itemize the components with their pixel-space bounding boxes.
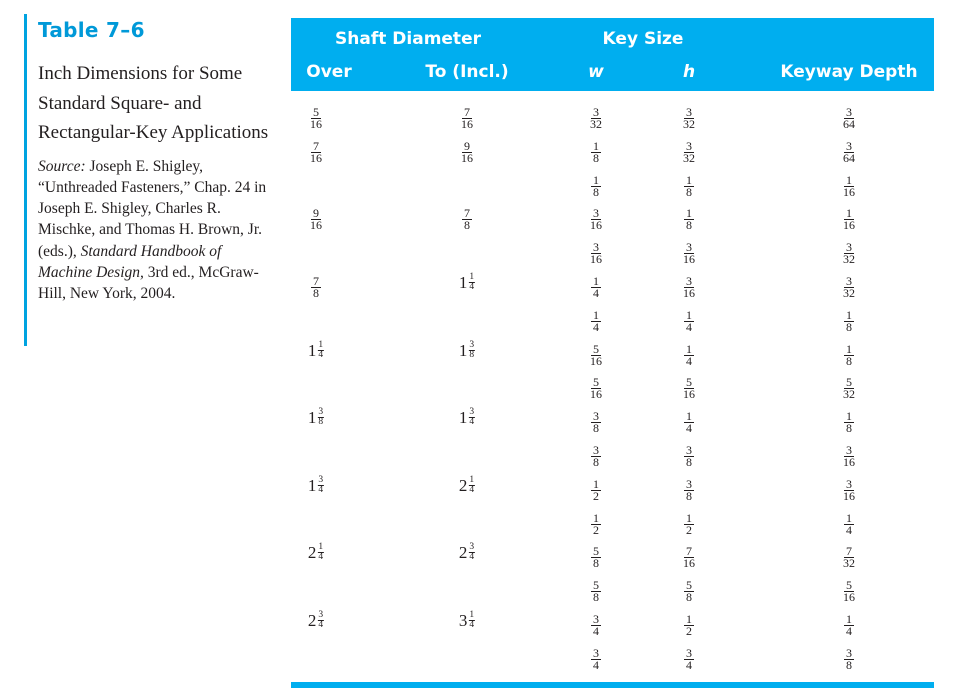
cell-key-w: $\frac{3}{16}$ [590, 206, 602, 233]
cell-key-w: $\frac{3}{4}$ [593, 612, 599, 638]
cell-keyway-depth: $\frac{1}{8}$ [846, 409, 852, 436]
header-h: h [682, 62, 696, 82]
source-author: Joseph E. Shigley, “Unthreaded Fasteners,” Chap. 24 in Joseph E. Shigley, Charles R. Mischke, and Thomas H. Brown, Jr. (eds.), [38, 157, 267, 260]
cell-key-h: $\frac{7}{16}$ [683, 544, 695, 571]
cell-keyway-depth: $\frac{3}{16}$ [843, 443, 855, 469]
cell-key-h: $\frac{1}{4}$ [686, 307, 692, 334]
cell-to-incl: 3 $\frac{1}{4}$ [458, 610, 475, 630]
cell-key-h: $\frac{3}{16}$ [683, 274, 695, 300]
cell-key-w: $\frac{3}{32}$ [590, 105, 602, 131]
header-key-size: Key Size [602, 29, 684, 49]
cell-over: $\frac{7}{8}$ [313, 274, 319, 300]
cell-key-w: $\frac{1}{8}$ [593, 172, 599, 199]
cell-keyway-depth: $\frac{7}{32}$ [843, 544, 855, 571]
cell-keyway-depth: $\frac{1}{8}$ [846, 307, 852, 334]
cell-over: 2 $\frac{3}{4}$ [307, 610, 324, 630]
cell-over: 1 $\frac{3}{8}$ [307, 407, 324, 428]
cell-key-h: $\frac{1}{8}$ [686, 206, 692, 233]
table-label: Table 7–6 [38, 18, 145, 42]
cell-key-w: $\frac{5}{16}$ [590, 341, 602, 368]
cell-to-incl: $\frac{7}{16}$ [461, 105, 473, 131]
cell-keyway-depth: $\frac{5}{16}$ [843, 578, 855, 605]
cell-key-w: $\frac{1}{2}$ [593, 510, 599, 537]
header-w: w [588, 62, 604, 82]
table-header [291, 18, 934, 91]
cell-keyway-depth: $\frac{1}{4}$ [846, 510, 852, 537]
cell-to-incl: 2 $\frac{1}{4}$ [458, 474, 475, 495]
cell-key-h: $\frac{1}{8}$ [686, 172, 692, 199]
cell-over: 1 $\frac{1}{4}$ [307, 339, 324, 360]
cell-key-h: $\frac{3}{16}$ [683, 240, 695, 267]
cell-keyway-depth: $\frac{3}{64}$ [843, 138, 855, 165]
table-body [291, 91, 934, 680]
cell-key-w: $\frac{3}{8}$ [593, 409, 599, 436]
cell-keyway-depth: $\frac{3}{8}$ [846, 645, 852, 672]
cell-to-incl: $\frac{7}{8}$ [464, 206, 470, 233]
cell-keyway-depth: $\frac{1}{4}$ [846, 612, 852, 638]
cell-key-h: $\frac{3}{8}$ [686, 443, 692, 469]
cell-key-h: $\frac{5}{8}$ [686, 578, 692, 605]
source-rest: 3rd ed., McGraw-Hill, New York, 2004. [38, 263, 259, 303]
cell-keyway-depth: $\frac{1}{8}$ [846, 341, 852, 368]
cell-to-incl: 1 $\frac{3}{8}$ [458, 339, 475, 360]
cell-keyway-depth: $\frac{3}{32}$ [843, 240, 855, 267]
cell-keyway-depth: $\frac{3}{16}$ [843, 476, 855, 503]
cell-key-w: $\frac{1}{8}$ [593, 138, 599, 165]
table-caption [24, 14, 274, 346]
cell-over: $\frac{9}{16}$ [310, 206, 322, 233]
cell-over: $\frac{7}{16}$ [310, 138, 322, 165]
cell-key-h: $\frac{1}{4}$ [686, 341, 692, 368]
cell-key-w: $\frac{5}{16}$ [590, 375, 602, 402]
cell-key-h: $\frac{1}{4}$ [686, 409, 692, 436]
table-source [38, 156, 274, 305]
cell-keyway-depth: $\frac{3}{32}$ [843, 274, 855, 300]
cell-key-w: $\frac{3}{4}$ [593, 645, 599, 672]
cell-over: $\frac{5}{16}$ [310, 105, 322, 131]
cell-key-h: $\frac{1}{2}$ [686, 612, 692, 638]
cell-key-h: $\frac{1}{2}$ [686, 510, 692, 537]
header-shaft-diameter: Shaft Diameter [335, 29, 481, 49]
cell-keyway-depth: $\frac{1}{16}$ [843, 172, 855, 199]
cell-to-incl: 1 $\frac{3}{4}$ [458, 407, 475, 428]
key-dimensions-table [291, 18, 934, 688]
cell-keyway-depth: $\frac{3}{64}$ [843, 105, 855, 131]
cell-to-incl: 1 $\frac{1}{4}$ [458, 272, 475, 292]
cell-key-w: $\frac{5}{8}$ [593, 578, 599, 605]
cell-key-w: $\frac{1}{4}$ [593, 274, 599, 300]
cell-over: 1 $\frac{3}{4}$ [307, 474, 324, 495]
cell-to-incl: $\frac{9}{16}$ [461, 138, 473, 165]
source-book: Standard Handbook of Machine Design, [38, 242, 222, 281]
cell-key-w: $\frac{1}{2}$ [593, 476, 599, 503]
cell-key-h: $\frac{3}{8}$ [686, 476, 692, 503]
header-keyway-depth: Keyway Depth [780, 62, 918, 82]
cell-key-w: $\frac{1}{4}$ [593, 307, 599, 334]
header-over: Over [306, 62, 352, 82]
cell-key-w: $\frac{3}{8}$ [593, 443, 599, 469]
cell-key-h: $\frac{5}{16}$ [683, 375, 695, 402]
header-to-incl: To (Incl.) [425, 62, 509, 82]
cell-key-h: $\frac{3}{32}$ [683, 138, 695, 165]
cell-keyway-depth: $\frac{1}{16}$ [843, 206, 855, 233]
cell-keyway-depth: $\frac{5}{32}$ [843, 375, 855, 402]
cell-key-h: $\frac{3}{4}$ [686, 645, 692, 672]
source-label: Source: [38, 157, 86, 175]
cell-over: 2 $\frac{1}{4}$ [307, 542, 324, 563]
table-description: Inch Dimensions for Some Standard Square- and Rectangular-Key Applications [38, 63, 269, 143]
cell-key-w: $\frac{3}{16}$ [590, 240, 602, 267]
cell-to-incl: 2 $\frac{3}{4}$ [458, 542, 475, 563]
table-bottom-rule [291, 682, 934, 688]
cell-key-h: $\frac{3}{32}$ [683, 105, 695, 131]
cell-key-w: $\frac{5}{8}$ [593, 544, 599, 571]
